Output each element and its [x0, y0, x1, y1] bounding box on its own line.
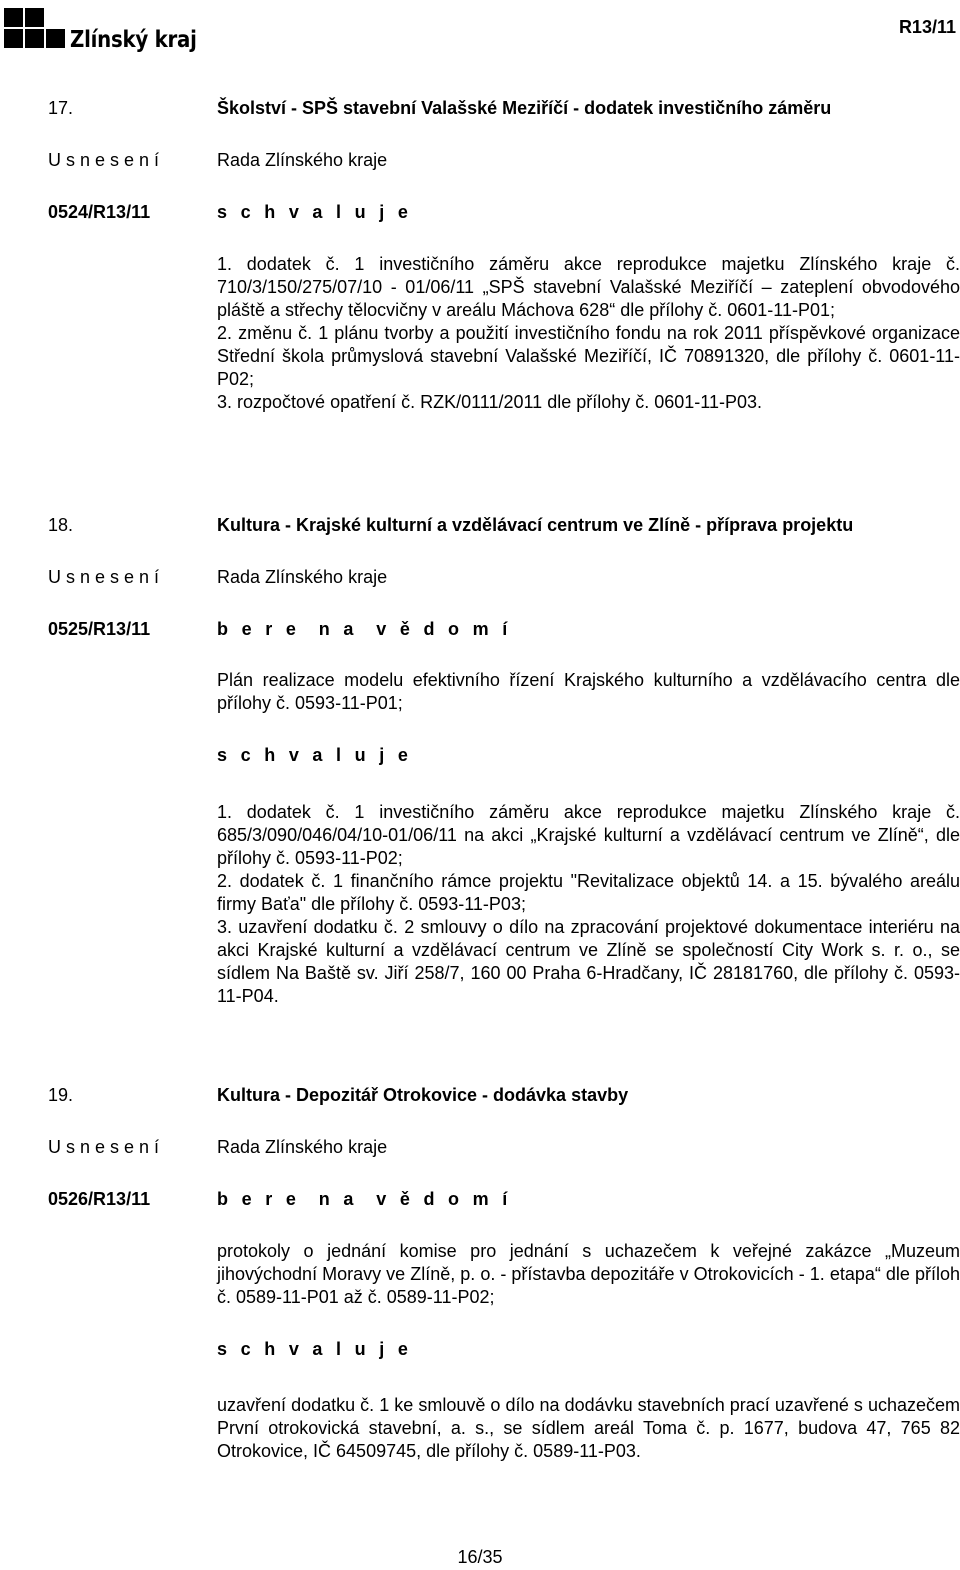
resolution-text	[217, 1240, 960, 1309]
resolution-paragraph: protokoly o jednání komise pro jednání s uchazečem k veřejné zakázce „Muzeum jihovýchodní Moravy ve Zlíně, p. o. - přístavba depozitáře v Otrokovicích - 1. etapa“ dle příloh č. 0589-11-P01 až č. 0589-11-P02;	[217, 1241, 960, 1307]
usneseni-label: U s n e s e n í	[48, 567, 160, 587]
item-title: Kultura - Krajské kulturní a vzdělávací centrum ve Zlíně - příprava projektu	[217, 515, 854, 535]
council-name: Rada Zlínského kraje	[217, 150, 388, 170]
usneseni-label: U s n e s e n í	[48, 150, 160, 170]
item-number: 18.	[48, 515, 74, 535]
usneseni-label: U s n e s e n í	[48, 1137, 160, 1157]
resolution-paragraph: 1. dodatek č. 1 investičního záměru akce reprodukce majetku Zlínského kraje č. 710/3/150/275/07/10 - 01/06/11 „SPŠ stavební Valašské Meziříčí – zateplení obvodového pláště a střechy tělocvičny v areálu Máchova 628“ dle přílohy č. 0601-11-P01;	[217, 254, 960, 320]
resolution-verb: b e r e n a v ě d o m í	[217, 1189, 512, 1209]
resolution-number: 0525/R13/11	[48, 619, 151, 639]
item-title: Kultura - Depozitář Otrokovice - dodávka stavby	[217, 1085, 629, 1105]
resolution-verb: b e r e n a v ě d o m í	[217, 619, 512, 639]
logo-squares-icon	[4, 8, 66, 52]
resolution-paragraph: uzavření dodatku č. 1 ke smlouvě o dílo na dodávku stavebních prací uzavřené s uchazečem První otrokovická stavební, a. s., se sídlem areál Toma č. p. 1677, budova 47, 765 82 Otrokovice, IČ 64509745, dle přílohy č. 0589-11-P03.	[217, 1395, 960, 1461]
resolution-paragraph: 3. rozpočtové opatření č. RZK/0111/2011 dle přílohy č. 0601-11-P03.	[217, 392, 762, 412]
resolution-paragraph: 2. změnu č. 1 plánu tvorby a použití investičního fondu na rok 2011 příspěvkové organizace Střední škola průmyslová stavební Valašské Meziříčí, IČ 70891320, dle přílohy č. 0601-11-P02;	[217, 323, 960, 389]
council-name: Rada Zlínského kraje	[217, 1137, 388, 1157]
resolution-text	[217, 669, 960, 715]
resolution-verb: s c h v a l u j e	[217, 745, 413, 765]
resolution-paragraph: 3. uzavření dodatku č. 2 smlouvy o dílo na zpracování projektové dokumentace interiéru na akci Krajské kulturní a vzdělávací centrum ve Zlíně se společností City Work s. r. o., se sídlem Na Baště sv. Jiří 258/7, 160 00 Praha 6-Hradčany, IČ 28181760, dle přílohy č. 0593-11-P04.	[217, 917, 960, 1006]
resolution-paragraph: 1. dodatek č. 1 investičního záměru akce reprodukce majetku Zlínského kraje č. 685/3/090/046/04/10-01/06/11 na akci „Krajské kulturní a vzdělávací centrum ve Zlíně“, dle přílohy č. 0593-11-P02;	[217, 802, 960, 868]
item-title: Školství - SPŠ stavební Valašské Meziříčí - dodatek investičního záměru	[217, 98, 832, 118]
item-number: 17.	[48, 98, 74, 118]
resolution-number: 0524/R13/11	[48, 202, 151, 222]
resolution-text	[217, 253, 960, 414]
resolution-verb: s c h v a l u j e	[217, 1339, 413, 1359]
page-header	[0, 0, 960, 60]
item-number: 19.	[48, 1085, 74, 1105]
council-name: Rada Zlínského kraje	[217, 567, 388, 587]
logo-text: Zlínský kraj	[70, 27, 197, 53]
resolution-number: 0526/R13/11	[48, 1189, 151, 1209]
resolution-text	[217, 1394, 960, 1463]
zlinsky-kraj-logo	[4, 8, 217, 52]
resolution-paragraph: 2. dodatek č. 1 finančního rámce projektu "Revitalizace objektů 14. a 15. bývalého areálu firmy Baťa" dle přílohy č. 0593-11-P03;	[217, 871, 960, 914]
document-reference: R13/11	[898, 17, 956, 37]
resolution-text	[217, 801, 960, 1008]
resolution-paragraph: Plán realizace modelu efektivního řízení Krajského kulturního a vzdělávacího centra dle přílohy č. 0593-11-P01;	[217, 670, 960, 713]
resolution-verb: s c h v a l u j e	[217, 202, 413, 222]
page-number: 16/35	[457, 1547, 503, 1567]
